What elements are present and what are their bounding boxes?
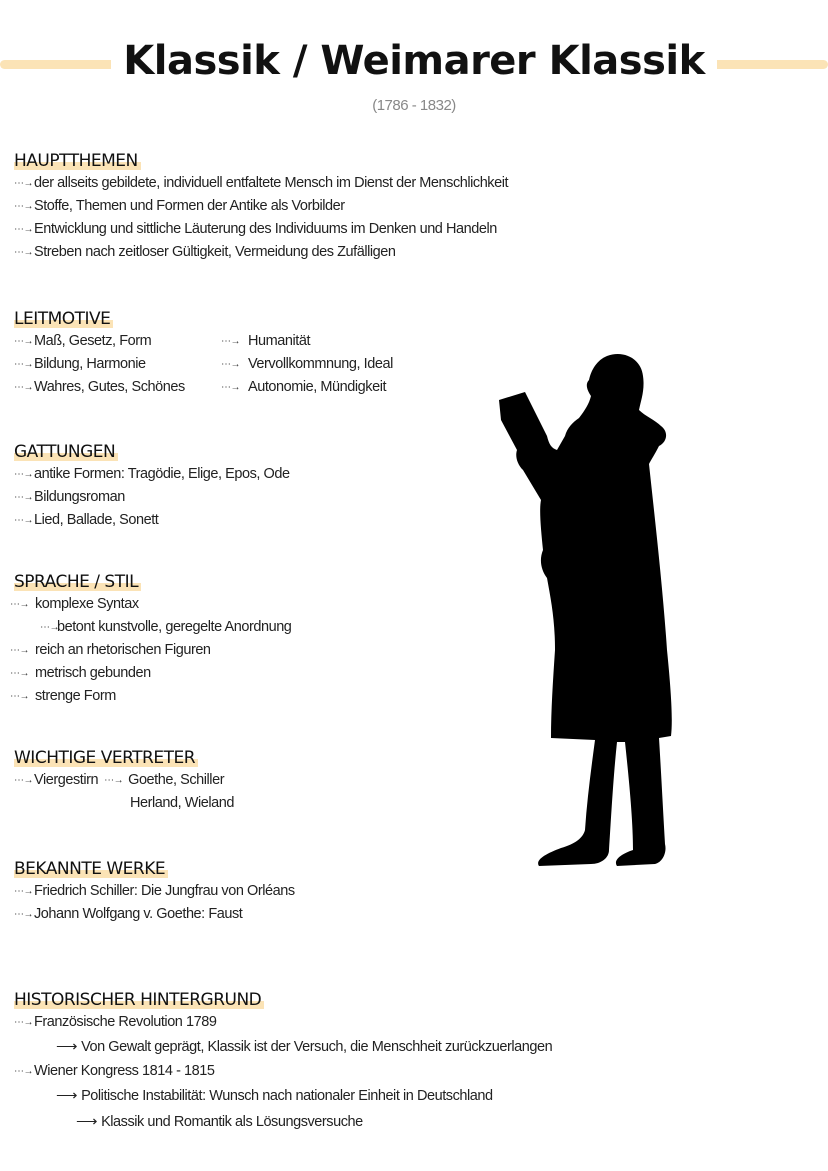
item-text: komplexe Syntax xyxy=(35,596,139,612)
item-text: betont kunstvolle, geregelte Anordnung xyxy=(57,619,292,635)
dotted-arrow-icon: ⋯→ xyxy=(221,359,241,370)
list-item xyxy=(14,218,508,241)
list-item xyxy=(221,330,428,353)
dotted-arrow-icon: ⋯→ xyxy=(14,1066,34,1077)
item-text: Wiener Kongress 1814 - 1815 xyxy=(34,1063,215,1079)
list-item xyxy=(14,353,221,376)
list-item xyxy=(14,903,295,926)
list-item xyxy=(14,172,508,195)
section-heading: BEKANNTE WERKE xyxy=(14,858,168,880)
dotted-arrow-icon: ⋯→ xyxy=(14,492,34,503)
list-item xyxy=(14,1060,552,1083)
section-heading: GATTUNGEN xyxy=(14,441,118,463)
item-text: Viergestirn xyxy=(34,772,99,788)
item-text: metrisch gebunden xyxy=(35,665,151,681)
dotted-arrow-icon: ⋯→ xyxy=(14,886,34,897)
item-text: Maß, Gesetz, Form xyxy=(34,333,152,349)
section-heading: SPRACHE / STIL xyxy=(14,571,141,593)
section-sprache-stil xyxy=(10,571,292,708)
list-item xyxy=(221,353,428,376)
item-text: Französische Revolution 1789 xyxy=(34,1014,217,1030)
item-text: Goethe, Schiller xyxy=(128,772,225,788)
dotted-arrow-icon: ⋯→ xyxy=(40,622,60,633)
list-item xyxy=(221,376,428,399)
list-item xyxy=(10,662,291,685)
item-text: strenge Form xyxy=(35,688,116,704)
item-text: Lied, Ballade, Sonett xyxy=(34,512,159,528)
item-text: der allseits gebildete, individuell entfaltete Mensch im Dienst der Menschlichkeit xyxy=(34,175,509,191)
section-leitmotive xyxy=(14,308,428,399)
item-text: antike Formen: Tragödie, Elige, Epos, Ode xyxy=(34,466,290,482)
list-item xyxy=(10,685,291,708)
list-item xyxy=(10,593,291,616)
item-text: Bildungsroman xyxy=(34,489,125,505)
item-text: Humanität xyxy=(248,333,311,349)
item-text: Autonomie, Mündigkeit xyxy=(248,379,387,395)
dotted-arrow-icon: ⋯→ xyxy=(221,382,241,393)
dotted-arrow-icon: ⋯→ xyxy=(10,691,30,702)
dotted-arrow-icon: ⋯→ xyxy=(14,178,34,189)
arrow-right-icon: ⟶ xyxy=(56,1087,78,1104)
item-text: Politische Instabilität: Wunsch nach nationaler Einheit in Deutschland xyxy=(81,1088,493,1104)
dotted-arrow-icon: ⋯→ xyxy=(14,382,34,393)
item-text: Bildung, Harmonie xyxy=(34,356,146,372)
reading-figure-silhouette-icon xyxy=(495,350,675,870)
item-text: Friedrich Schiller: Die Jungfrau von Orléans xyxy=(34,883,295,899)
list-sub-item xyxy=(14,1034,552,1060)
section-hintergrund xyxy=(14,989,552,1135)
dotted-arrow-icon: ⋯→ xyxy=(14,775,34,786)
item-text: Vervollkommnung, Ideal xyxy=(248,356,393,372)
section-heading: WICHTIGE VERTRETER xyxy=(14,747,198,769)
list-item xyxy=(14,330,221,353)
list-sub-item xyxy=(14,616,291,639)
dotted-arrow-icon: ⋯→ xyxy=(10,599,30,610)
section-gattungen xyxy=(14,441,290,532)
period-years: (1786 - 1832) xyxy=(372,97,456,114)
leitmotive-right-column xyxy=(221,330,428,399)
list-sub-item xyxy=(14,1083,552,1109)
dotted-arrow-icon: ⋯→ xyxy=(14,1017,34,1028)
arrow-right-icon: ⟶ xyxy=(56,1038,78,1055)
dotted-arrow-icon: ⋯→ xyxy=(221,336,241,347)
dotted-arrow-icon: ⋯→ xyxy=(14,201,34,212)
leitmotive-left-column xyxy=(14,330,221,399)
section-hauptthemen xyxy=(14,150,508,264)
list-item xyxy=(14,1011,552,1034)
dotted-arrow-icon: ⋯→ xyxy=(10,645,30,656)
list-item xyxy=(14,509,290,532)
arrow-right-icon: ⟶ xyxy=(76,1113,98,1130)
list-item xyxy=(10,639,291,662)
dotted-arrow-icon: ⋯→ xyxy=(14,359,34,370)
section-heading: HAUPTTHEMEN xyxy=(14,150,141,172)
list-item xyxy=(14,241,508,264)
item-text: Johann Wolfgang v. Goethe: Faust xyxy=(34,906,243,922)
list-sub-item xyxy=(14,1109,552,1135)
dotted-arrow-icon: ⋯→ xyxy=(14,515,34,526)
item-text: Wahres, Gutes, Schönes xyxy=(34,379,185,395)
section-werke xyxy=(14,858,295,926)
dotted-arrow-icon: ⋯→ xyxy=(14,247,34,258)
item-text: Stoffe, Themen und Formen der Antike als Vorbilder xyxy=(34,198,345,214)
item-text: Entwicklung und sittliche Läuterung des Individuums im Denken und Handeln xyxy=(34,221,497,237)
dotted-arrow-icon: ⋯→ xyxy=(14,336,34,347)
list-item xyxy=(14,880,295,903)
list-item xyxy=(14,463,290,486)
list-item xyxy=(14,486,290,509)
item-text: Streben nach zeitloser Gültigkeit, Vermeidung des Zufälligen xyxy=(34,244,396,260)
dotted-arrow-icon: ⋯→ xyxy=(10,668,30,679)
dotted-arrow-icon: ⋯→ xyxy=(104,775,124,786)
page-title xyxy=(0,38,828,84)
list-item xyxy=(14,195,508,218)
item-text: Klassik und Romantik als Lösungsversuche xyxy=(101,1114,363,1130)
section-heading: LEITMOTIVE xyxy=(14,308,113,330)
page-title-text: Klassik / Weimarer Klassik xyxy=(111,38,716,84)
dotted-arrow-icon: ⋯→ xyxy=(14,909,34,920)
item-text: reich an rhetorischen Figuren xyxy=(35,642,211,658)
dotted-arrow-icon: ⋯→ xyxy=(14,224,34,235)
list-item-continuation: Herland, Wieland xyxy=(130,795,235,811)
section-heading: HISTORISCHER HINTERGRUND xyxy=(14,989,264,1011)
item-text: Von Gewalt geprägt, Klassik ist der Versuch, die Menschheit zurückzuerlangen xyxy=(81,1039,553,1055)
dotted-arrow-icon: ⋯→ xyxy=(14,469,34,480)
list-item xyxy=(14,769,234,792)
list-item xyxy=(14,376,221,399)
section-vertreter xyxy=(14,747,234,814)
